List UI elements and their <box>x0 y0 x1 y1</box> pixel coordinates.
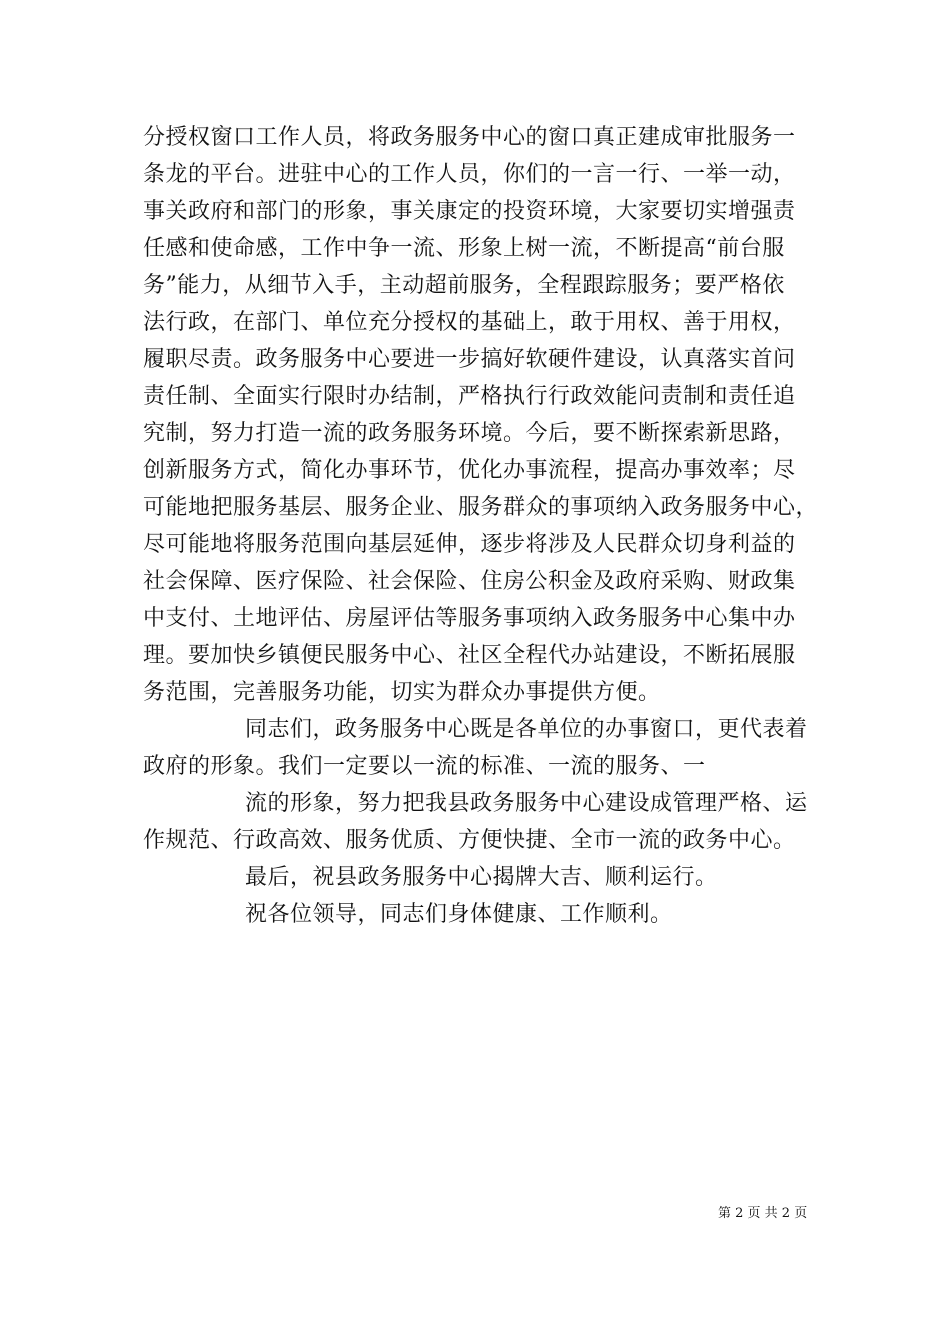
body-line-3: 事关政府和部门的形象，事关康定的投资环境，大家要切实增强责 <box>143 199 796 224</box>
body-line-16: 务范围，完善服务功能，切实为群众办事提供方便。 <box>143 680 661 705</box>
body-line-13: 社会保障、医疗保险、社会保险、住房公积金及政府采购、财政集 <box>143 569 796 594</box>
body-line-11: 可能地把服务基层、服务企业、服务群众的事项纳入政务服务中心， <box>143 495 819 520</box>
body-line-4: 任感和使命感，工作中争一流、形象上树一流，不断提高“前台服 <box>143 236 785 261</box>
body-line-10: 创新服务方式，简化办事环节，优化办事流程，提高办事效率；尽 <box>143 458 796 483</box>
body-line-9: 究制，努力打造一流的政务服务环境。今后，要不断探索新思路， <box>143 421 796 446</box>
body-line-17: 同志们，政务服务中心既是各单位的办事窗口，更代表着 <box>245 717 808 742</box>
body-line-2: 条龙的平台。进驻中心的工作人员，你们的一言一行、一举一动， <box>143 162 796 187</box>
body-line-15: 理。要加快乡镇便民服务中心、社区全程代办站建设，不断拓展服 <box>143 643 796 668</box>
body-line-5: 务”能力，从细节入手，主动超前服务，全程跟踪服务；要严格依 <box>143 273 785 298</box>
body-line-6: 法行政，在部门、单位充分授权的基础上，敢于用权、善于用权， <box>143 310 796 335</box>
body-line-1: 分授权窗口工作人员，将政务服务中心的窗口真正建成审批服务一 <box>143 125 796 150</box>
page-number: 第 2 页 共 2 页 <box>718 1206 808 1221</box>
body-line-20: 作规范、行政高效、服务优质、方便快捷、全市一流的政务中心。 <box>143 828 796 853</box>
body-line-14: 中支付、土地评估、房屋评估等服务事项纳入政务服务中心集中办 <box>143 606 796 631</box>
body-line-8: 责任制、全面实行限时办结制，严格执行行政效能问责制和责任追 <box>143 384 796 409</box>
body-line-12: 尽可能地将服务范围向基层延伸，逐步将涉及人民群众切身利益的 <box>143 532 796 557</box>
body-line-21: 最后，祝县政务服务中心揭牌大吉、顺利运行。 <box>245 865 718 890</box>
body-line-19: 流的形象，努力把我县政务服务中心建设成管理严格、运 <box>245 791 808 816</box>
body-line-22: 祝各位领导，同志们身体健康、工作顺利。 <box>245 902 673 927</box>
body-line-7: 履职尽责。政务服务中心要进一步搞好软硬件建设，认真落实首问 <box>143 347 796 372</box>
body-line-18: 政府的形象。我们一定要以一流的标准、一流的服务、一 <box>143 754 706 779</box>
